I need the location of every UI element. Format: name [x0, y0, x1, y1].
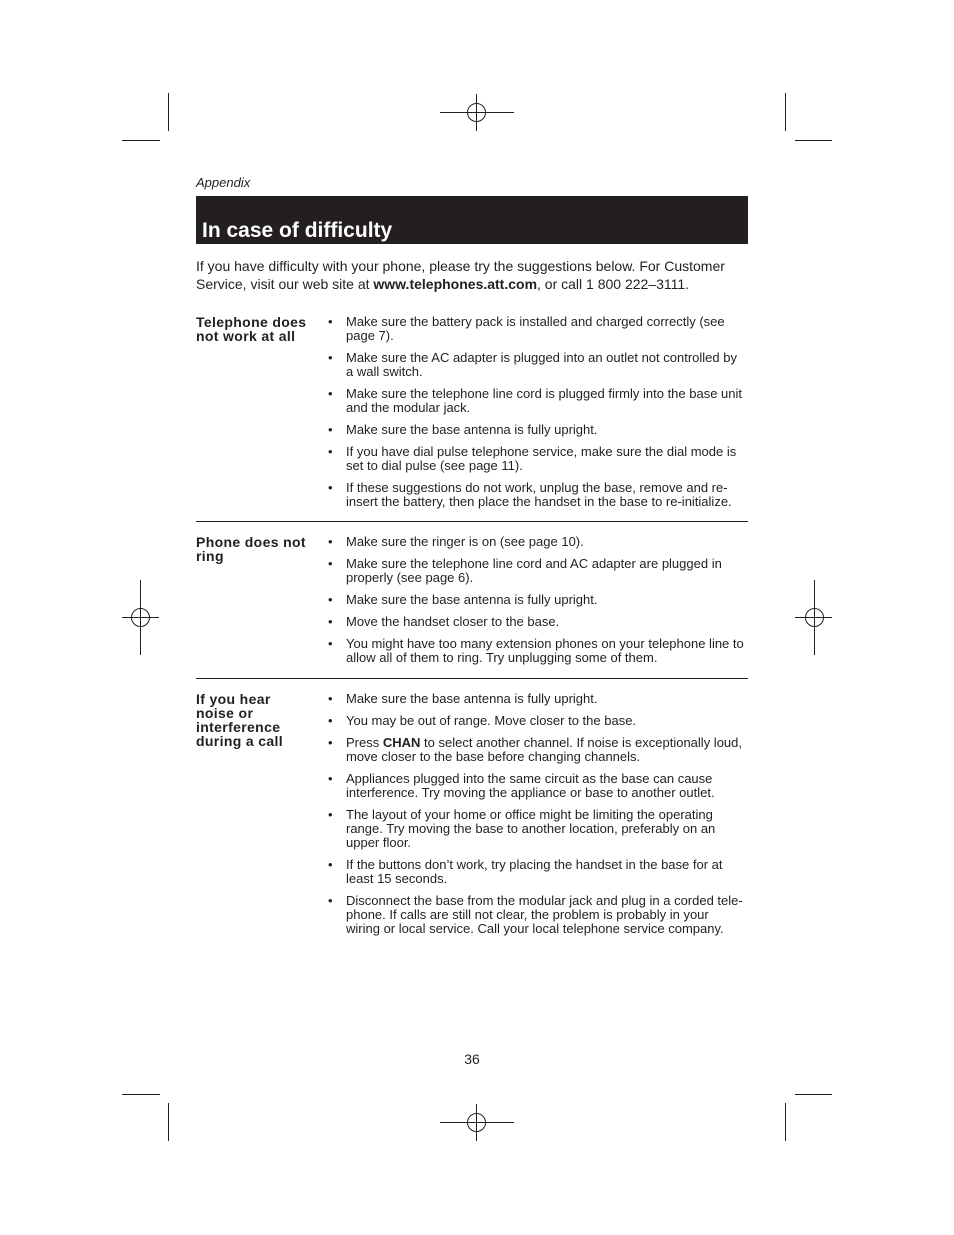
registration-mark-bottom: [440, 1104, 514, 1141]
page-title: In case of difficulty: [202, 219, 393, 242]
tip-item: • You may be out of range. Move closer to the base.: [346, 714, 743, 728]
tip-item: • If you have dial pulse telephone service, make sure the dial mode is set to dial pulse (see page 11).: [346, 445, 742, 473]
tip-item: • Move the handset closer to the base.: [346, 615, 744, 629]
section-heading: Phone does not ring: [196, 534, 306, 564]
tip-item: • The layout of your home or office might be limiting the operating range. Try moving the base to another location, preferably on an upper floor.: [346, 808, 743, 850]
tip-item: • Make sure the telephone line cord is plugged firmly into the base unit and the modular jack.: [346, 387, 742, 415]
page-number: 36: [464, 1051, 480, 1067]
crop-mark-bottom-left: [122, 1095, 169, 1142]
tip-item: • You might have too many extension phones on your telephone line to allow all of them to ring. Try unplugging some of them.: [346, 637, 744, 665]
tip-item: • Make sure the base antenna is fully upright.: [346, 692, 743, 706]
crop-mark-top-right: [786, 93, 833, 141]
tip-item: • Make sure the base antenna is fully upright.: [346, 423, 742, 437]
tip-item: • Make sure the base antenna is fully upright.: [346, 593, 744, 607]
tip-text: Press: [346, 735, 383, 750]
registration-mark-right: [795, 580, 832, 655]
tips-list: [346, 315, 742, 509]
section-divider: [196, 678, 748, 679]
intro-text: Service, visit our web site at: [196, 276, 374, 292]
section-divider: [196, 521, 748, 522]
tips-list: [346, 692, 743, 936]
tip-item: • Make sure the telephone line cord and AC adapter are plugged in properly (see page 6).: [346, 557, 744, 585]
registration-mark-top: [440, 94, 514, 131]
tip-item: • If these suggestions do not work, unplug the base, remove and re- insert the battery, then place the handset in the base to re-initialize.: [346, 481, 742, 509]
tip-item: • Make sure the ringer is on (see page 10).: [346, 535, 744, 549]
intro-line-1: If you have difficulty with your phone, please try the suggestions below. For Customer: [196, 258, 725, 274]
tip-item: • Make sure the AC adapter is plugged into an outlet not controlled by a wall switch.: [346, 351, 742, 379]
tip-item: • Appliances plugged into the same circuit as the base can cause interference. Try moving the appliance or base to another outlet.: [346, 772, 743, 800]
crop-mark-bottom-right: [786, 1095, 833, 1142]
tips-list: [346, 535, 744, 665]
tip-item: • Make sure the battery pack is installed and charged correctly (see page 7).: [346, 315, 742, 343]
crop-mark-top-left: [122, 93, 169, 141]
tip-item: • If the buttons don’t work, try placing the handset in the base for at least 15 seconds.: [346, 858, 743, 886]
section-heading: Telephone does not work at all: [196, 314, 307, 344]
website-address: www.telephones.att.com: [373, 276, 538, 292]
intro-text: , or call 1 800 222–3111.: [537, 276, 690, 292]
title-bar: [196, 196, 748, 244]
chan-key-label: CHAN: [382, 735, 421, 750]
tip-text: to select another channel. If noise is exceptionally loud, move closer to the base before changing channels.: [346, 735, 742, 764]
section-label: Appendix: [196, 175, 251, 190]
intro-line-2: [196, 275, 725, 293]
tip-item: • Disconnect the base from the modular jack and plug in a corded tele- phone. If calls are still not clear, the problem is probably in your wiring or local service. Call your local telephone service company.: [346, 894, 743, 936]
intro-paragraph: [196, 257, 725, 293]
registration-mark-left: [122, 580, 159, 655]
tip-item: [346, 736, 743, 764]
section-heading: If you hear noise or interference during a call: [196, 691, 284, 749]
